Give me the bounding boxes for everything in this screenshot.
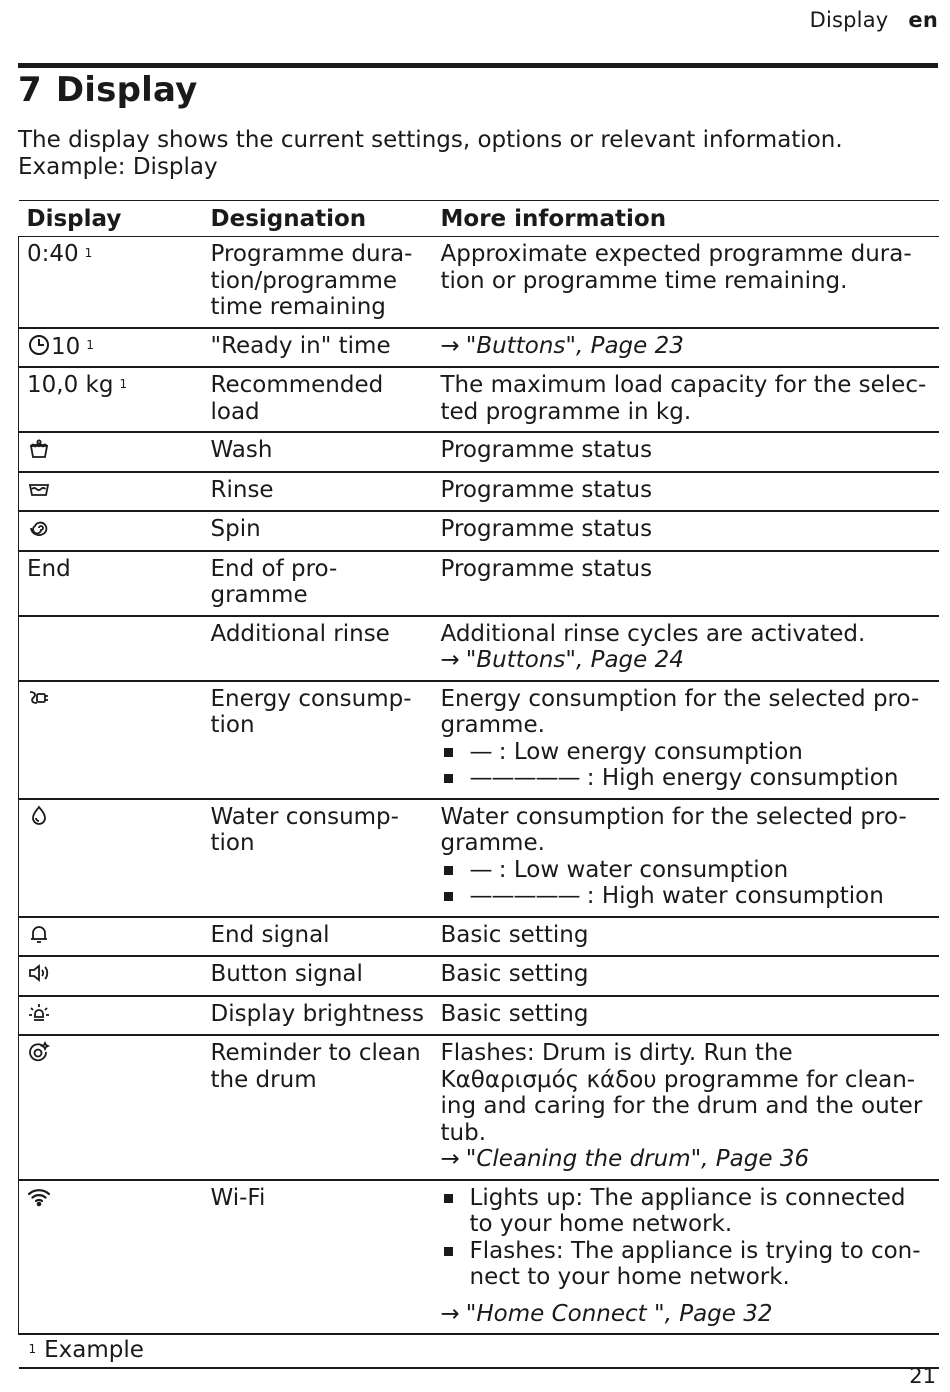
info-cell: Basic setting — [433, 956, 939, 996]
display-table-wrapper — [18, 200, 938, 1369]
water-levels-list — [441, 857, 931, 910]
display-cell: 10,0 kg $^1$ — [19, 367, 203, 432]
list-item: Flashes: The appliance is trying to con-nect to your home network. — [441, 1238, 931, 1291]
table-row — [19, 367, 939, 432]
table-footnote — [19, 1334, 939, 1368]
designation-cell: End signal — [203, 917, 433, 957]
chapter-title-text: Display — [55, 70, 198, 110]
wifi-icon — [27, 1185, 51, 1209]
intro-line-1: The display shows the current settings, options or relevant information. — [18, 127, 843, 153]
cross-reference-link[interactable]: → "Cleaning the drum", Page 36 — [440, 1146, 810, 1172]
column-header-more-information: More information — [433, 201, 939, 237]
info-cell: Approximate expected programme dura-tion or programme time remaining. — [440, 241, 912, 294]
info-cell: Programme status — [433, 551, 939, 616]
water-drop-icon — [27, 804, 51, 828]
designation-cell: Reminder to clean the drum — [203, 1035, 433, 1180]
table-row — [19, 1180, 939, 1335]
table-row — [19, 511, 939, 551]
speaker-icon — [27, 961, 51, 985]
designation-cell: End of pro-gramme — [203, 551, 433, 616]
table-row — [19, 1035, 939, 1180]
display-cell — [19, 681, 203, 799]
cross-reference-link[interactable]: → "Home Connect ", Page 32 — [440, 1300, 773, 1327]
display-cell — [19, 616, 203, 681]
info-cell — [433, 328, 939, 368]
display-table — [18, 200, 939, 1369]
list-item: — : Low water consumption — [441, 857, 931, 884]
display-cell: End — [19, 551, 203, 616]
table-row — [19, 328, 939, 368]
header-rule — [18, 63, 938, 68]
display-cell: 0:40 $^1$ — [19, 237, 203, 328]
list-item: — : Low energy consumption — [441, 739, 931, 766]
display-cell — [19, 799, 203, 917]
designation-cell: Wi-Fi — [203, 1180, 433, 1335]
running-header-section: Display — [809, 8, 889, 32]
display-cell: 10 $^1$ — [19, 328, 203, 368]
rinse-icon — [27, 477, 51, 501]
intro-line-2: Example: Display — [18, 154, 218, 180]
table-row — [19, 432, 939, 472]
table-row — [19, 472, 939, 512]
info-cell: Programme status — [433, 472, 939, 512]
chapter-number: 7 — [18, 70, 42, 110]
table-row — [19, 681, 939, 799]
running-header — [810, 8, 938, 32]
brightness-icon — [27, 1001, 51, 1025]
designation-cell: Energy consump-tion — [203, 681, 433, 799]
designation-cell: Programme dura-tion/programme time remaining — [210, 241, 413, 320]
spin-icon — [27, 516, 51, 540]
info-cell: Water consumption for the selected pro-gramme. — : Low water consumption ————— : High water consumption — [433, 799, 939, 917]
info-cell: Flashes: Drum is dirty. Run the Καθαρισμός κάδου programme for clean-ing and caring for the drum and the outer tub. → "Cleaning the drum", Page 36 — [433, 1035, 939, 1180]
info-cell: Basic setting — [433, 917, 939, 957]
designation-cell: Water consump-tion — [203, 799, 433, 917]
table-row — [19, 956, 939, 996]
designation-cell: Recommended load — [203, 367, 433, 432]
designation-cell: Display brightness — [203, 996, 433, 1036]
energy-levels-list — [441, 739, 931, 792]
designation-cell: Button signal — [203, 956, 433, 996]
display-cell — [19, 511, 203, 551]
table-row — [19, 616, 939, 681]
wifi-status-list — [441, 1185, 931, 1291]
chapter-title — [18, 70, 197, 110]
energy-plug-icon — [27, 686, 51, 710]
footnote-cell: $^1$ Example — [19, 1334, 939, 1368]
column-header-designation: Designation — [203, 201, 433, 237]
drum-clean-icon — [27, 1040, 51, 1064]
table-row — [19, 551, 939, 616]
info-cell: Basic setting — [433, 996, 939, 1036]
bell-icon — [27, 922, 51, 946]
info-cell: Programme status — [433, 432, 939, 472]
designation-cell: "Ready in" time — [203, 328, 433, 368]
designation-cell: Wash — [203, 432, 433, 472]
table-row — [19, 996, 939, 1036]
designation-cell: Additional rinse — [203, 616, 433, 681]
intro-text — [18, 127, 918, 181]
display-cell — [19, 472, 203, 512]
clock-icon — [27, 333, 51, 357]
display-cell — [19, 996, 203, 1036]
display-cell — [19, 1180, 203, 1335]
display-cell — [19, 917, 203, 957]
table-row — [19, 237, 939, 328]
cross-reference-link[interactable]: → "Buttons", Page 24 — [440, 647, 684, 673]
language-code: en — [908, 8, 938, 32]
info-cell: Additional rinse cycles are activated. → "Buttons", Page 24 — [433, 616, 939, 681]
info-cell: The maximum load capacity for the selec-ted programme in kg. — [433, 367, 939, 432]
list-item: ————— : High water consumption — [441, 883, 931, 910]
column-header-display: Display — [19, 201, 203, 237]
designation-cell: Spin — [203, 511, 433, 551]
display-cell — [19, 432, 203, 472]
display-cell — [19, 956, 203, 996]
cross-reference-link[interactable]: → "Buttons", Page 23 — [440, 332, 684, 359]
list-item: Lights up: The appliance is connected to your home network. — [441, 1185, 931, 1238]
table-row — [19, 799, 939, 917]
page-number: 21 — [909, 1364, 936, 1388]
wash-icon — [27, 437, 51, 461]
info-cell: Energy consumption for the selected pro-gramme. — : Low energy consumption ————— : High energy consumption — [433, 681, 939, 799]
info-cell — [433, 1180, 939, 1335]
info-cell: Programme status — [433, 511, 939, 551]
table-header-row — [19, 201, 939, 237]
list-item: ————— : High energy consumption — [441, 765, 931, 792]
display-cell — [19, 1035, 203, 1180]
table-row — [19, 917, 939, 957]
designation-cell: Rinse — [203, 472, 433, 512]
